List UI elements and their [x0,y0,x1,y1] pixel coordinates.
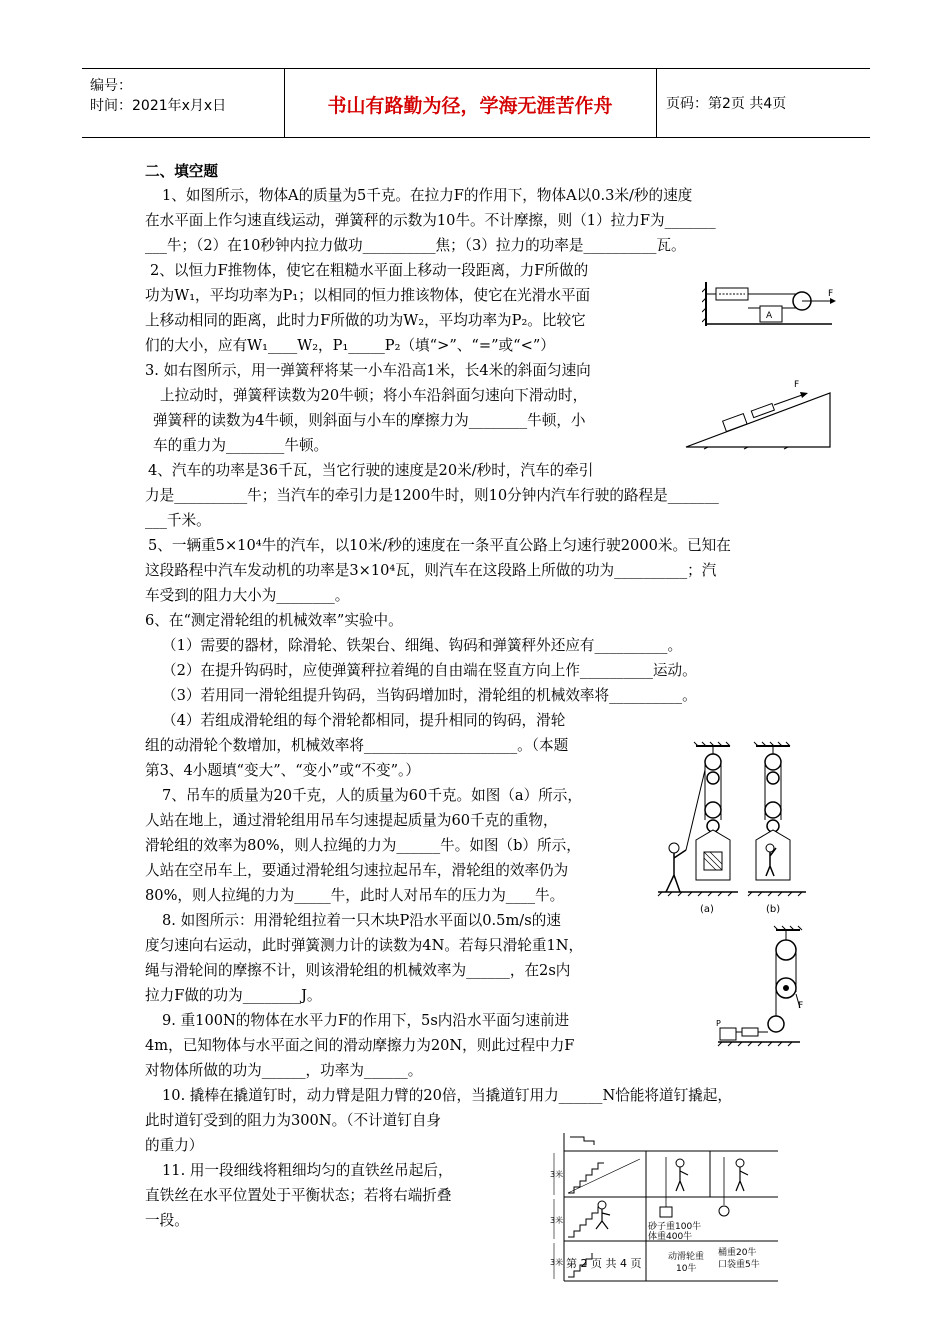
text-line: 拉力F做的功为________J。 [145,987,322,1004]
text-line: 一段。 [145,1212,189,1229]
text-line: 4、汽车的功率是36千瓦，当它行驶的速度是20米/秒时，汽车的牵引 [148,462,594,479]
text-line: 2、以恒力F推物体，使它在粗糙水平面上移动一段距离，力F所做的 [150,262,589,279]
text-line: 的重力） [145,1137,204,1154]
fig11-person: 体重400牛 [648,1232,693,1242]
text-line: 6、在“测定滑轮组的机械效率”实验中。 [145,612,403,629]
text-line: （4）若组成滑轮组的每个滑轮都相同，提升相同的钩码，滑轮 [162,712,566,729]
fig11-pulley: 动滑轮重 [668,1252,705,1262]
fig7-label-a: (a) [700,904,714,915]
figure-stairs-lifting [550,1133,780,1283]
text-line: 4m，已知物体与水平面之间的滑动摩擦力为20N，则此过程中力F [145,1037,575,1054]
fig11-height-2: 3米 [550,1216,564,1225]
text-line: 在水平面上作匀速直线运动，弹簧秤的示数为10牛。不计摩擦，则（1）拉力F为_______ [145,212,716,229]
text-line: 11. 用一段细线将粗细均匀的直铁丝吊起后， [162,1162,453,1179]
serial-label: 编号： [90,78,132,94]
text-line: 上移动相同的距离，此时力F所做的功为W₂，平均功率为P₂。比较它 [145,312,586,329]
text-line: （2）在提升钩码时，应使弹簧秤拉着绳的自由端在竖直方向上作__________运动。 [162,662,697,679]
text-line: 绳与滑轮间的摩擦不计，则该滑轮组的机械效率为______，在2s内 [145,962,571,979]
text-line: 这段路程中汽车发动机的功率是3×10⁴瓦，则汽车在这段路上所做的功为__________；汽 [145,562,717,579]
text-line: 弹簧秤的读数为4牛顿，则斜面与小车的摩擦力为________牛顿，小 [153,412,586,429]
figure-spring-pulley [702,278,842,330]
pulley-icon [776,940,796,960]
fig3-force-label: F [794,380,800,390]
section-title: 二、填空题 [145,163,218,180]
text-line: 10. 撬棒在撬道钉时，动力臂是阻力臂的20倍，当撬道钉用力______N恰能将道钉撬起， [162,1087,732,1104]
text-line: 车的重力为________牛顿。 [153,437,329,454]
fig1-force-label: F [828,289,834,299]
motto: 书山有路勤为径，学海无涯苦作舟 [327,95,613,117]
text-line: 力是__________牛；当汽车的牵引力是1200牛时，则10分钟内汽车行驶的路程是_______ [145,487,719,504]
fig8-force-label: F [798,1001,804,1011]
text-line: 上拉动时，弹簧秤读数为20牛顿；将小车沿斜面匀速向下滑动时， [160,387,588,404]
fig8-block-label: P [716,1019,721,1028]
text-line: 直铁丝在水平位置处于平衡状态；若将右端折叠 [145,1187,452,1204]
text-line: （3）若用同一滑轮组提升钩码，当钩码增加时，滑轮组的机械效率将__________。 [162,687,697,704]
text-line: 9. 重100N的物体在水平力F的作用下，5s内沿水平面匀速前进 [162,1012,570,1029]
date-label: 时间：2021年x月x日 [90,98,227,114]
fig11-bag: 口袋重5牛 [718,1260,760,1270]
fig11-bucket: 桶重20牛 [718,1248,757,1258]
figure-block-pulley [716,924,806,1056]
text-line: 5、一辆重5×10⁴牛的汽车，以10米/秒的速度在一条平直公路上匀速行驶2000米。已知在 [148,537,731,554]
text-line: 3. 如右图所示，用一弹簧秤将某一小车沿高1米，长4米的斜面匀速向 [145,362,591,379]
header-page-cell [656,69,870,137]
fig1-block-label: A [766,311,773,321]
text-line: 80%，则人拉绳的力为_____牛，此时人对吊车的压力为____牛。 [145,887,565,904]
text-line: 8. 如图所示：用滑轮组拉着一只木块P沿水平面以0.5m/s的速 [162,912,561,929]
page-info: 页码：第2页 共4页 [666,96,787,112]
arrow-icon [800,392,808,398]
text-line: 度匀速向右运动，此时弹簧测力计的读数为4N。若每只滑轮重1N， [145,937,584,954]
fig11-height-3: 3米 [550,1258,564,1267]
text-line: 1、如图所示，物体A的质量为5千克。在拉力F的作用下，物体A以0.3米/秒的速度 [162,187,693,204]
text-line: 们的大小，应有W₁____W₂，P₁_____P₂（填“>”、“=”或“<”） [145,337,555,354]
fig11-height-1: 3米 [550,1170,564,1179]
header-left-cell [82,69,285,137]
text-line: 7、吊车的质量为20千克，人的质量为60千克。如图（a）所示， [162,787,582,804]
text-line: 此时道钉受到的阻力为300N。（不计道钉自身 [145,1112,442,1129]
fig11-footer: 第 2 页 共 4 页 [566,1257,642,1270]
fig11-pulley-weight: 10牛 [676,1264,697,1274]
text-line: ___牛；（2）在10秒钟内拉力做功__________焦；（3）拉力的功率是__________瓦。 [145,237,686,254]
page-header [82,68,870,138]
text-line: 滑轮组的效率为80%，则人拉绳的力为______牛。如图（b）所示， [145,837,581,854]
figure-pulley-systems [656,740,816,918]
text-line: 人站在地上，通过滑轮组用吊车匀速提起质量为60千克的重物， [145,812,558,829]
figure-incline [684,375,834,451]
text-line: ___千米。 [145,512,211,529]
text-line: 车受到的阻力大小为________。 [145,587,350,604]
fig11-sand: 砂子重100牛 [648,1222,702,1232]
text-line: （1）需要的器材，除滑轮、铁架台、细绳、钩码和弹簧秤外还应有__________。 [162,637,683,654]
text-line: 功为W₁，平均功率为P₁；以相同的恒力推该物体，使它在光滑水平面 [145,287,591,304]
fig7-label-b: (b) [766,904,781,915]
text-line: 第3、4小题填“变大”、“变小”或“不变”。） [145,762,420,779]
text-line: 对物体所做的功为______，功率为______。 [145,1062,423,1079]
text-line: 组的动滑轮个数增加，机械效率将_____________________。（本题 [145,737,569,754]
header-motto-cell [284,69,657,137]
text-line: 人站在空吊车上，要通过滑轮组匀速拉起吊车，滑轮组的效率仍为 [145,862,569,879]
pulley-icon [705,754,721,770]
